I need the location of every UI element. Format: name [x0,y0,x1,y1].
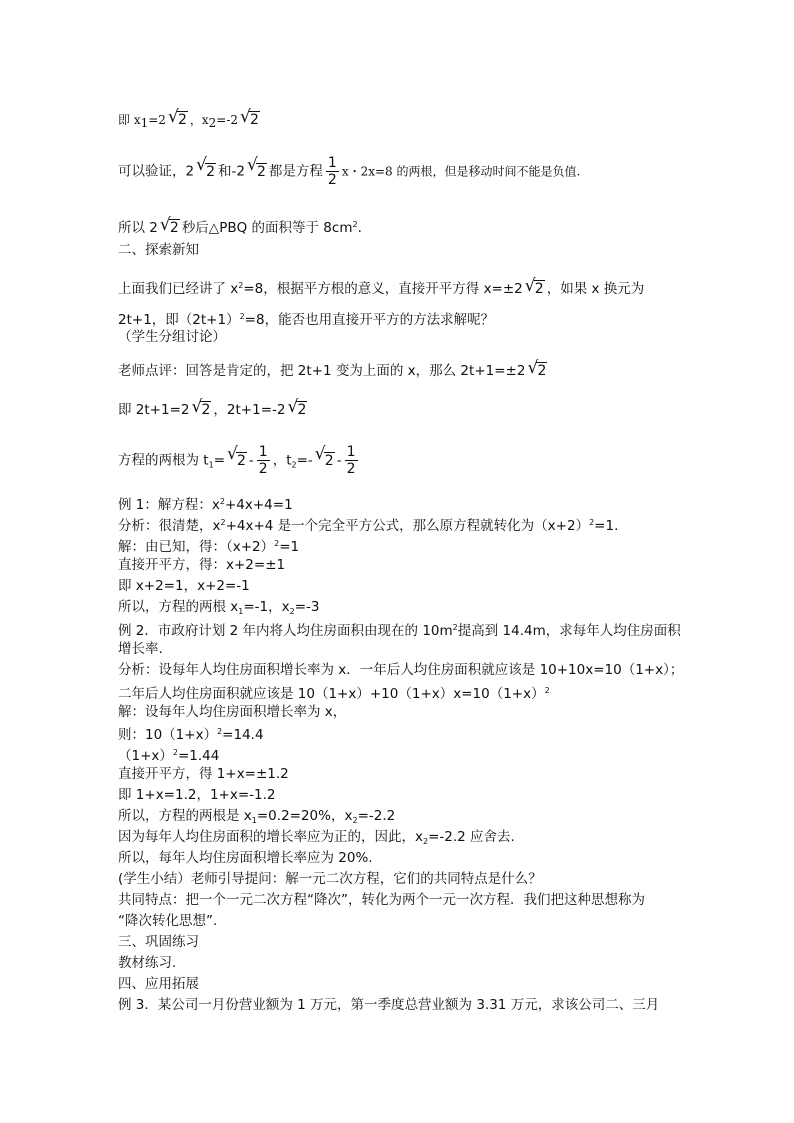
text: =8，能否也用直接开平方的方法求解呢？ [244,312,495,328]
text: - [248,452,254,469]
text: 分析：很清楚，x [118,518,221,534]
text-line: 共同特点：把一个一元二次方程“降次”，转化为两个一元一次方程．我们把这种思想称为 [118,892,645,908]
text-line [118,743,219,766]
fraction: $\frac{1}{2}$ [327,155,337,188]
text: ，2t+1=-2 [213,402,286,418]
sqrt-symbol: √ 2 [196,154,216,180]
sqrt-symbol: √ 2 [287,397,307,418]
text-line [118,215,362,238]
subscript: 2 [291,460,297,470]
text-line: (学生小结）老师引导提问：解一元二次方程，它们的共同特点是什么？ [118,871,542,887]
text-line: 即 1+x=1.2，1+x=-1.2 [118,787,276,803]
sqrt-symbol: √ 2 [527,358,547,379]
sqrt-symbol: √ 2 [227,443,246,469]
text-line: 分析：设每年人均住房面积增长率为 x．一年后人均住房面积就应该是 10+10x=10（1+x）； [118,662,684,678]
subscript: 1 [251,816,257,825]
text: 都是方程 [268,163,323,180]
text: 老师点评：回答是肯定的，把 2t+1 变为上面的 x，那么 2t+1=±2 [118,363,526,379]
text-line: 直接开平方，得：x+2=±1 [118,557,286,573]
text-line: 即 x+2=1，x+2=-1 [118,578,250,594]
text: ，t [272,452,292,469]
text-line [118,155,580,188]
sqrt-symbol: √ 2 [246,154,266,180]
text: 所以，方程的两根是 x [118,808,252,824]
superscript: 2 [544,686,550,695]
superscript: 2 [219,497,225,506]
text: 所以，方程的两根 x [118,599,239,615]
text-line [118,534,299,557]
sqrt-symbol: √ 2 [240,107,259,128]
text: =1 [279,539,300,555]
text: =-1，x [243,599,290,615]
text: 例 1：解方程：x [118,497,220,513]
text: ，如果 x 换元为 [546,281,645,297]
text: 即 x [118,113,141,127]
text: 即 2t+1=2 [118,402,190,418]
text: =-3 [294,599,320,615]
section-heading: 二、探索新知 [118,242,199,258]
text-line: “降次转化思想”. [118,913,218,929]
text: =2 [148,113,166,127]
text-line [118,618,681,641]
subscript: 2 [352,816,358,825]
text: =-2.2 应舍去. [428,829,515,845]
subscript: 2 [289,607,295,616]
text: +4x+4 是一个完全平方公式，那么原方程就转化为（x+2） [225,518,590,534]
text: 和-2 [218,163,245,180]
text-line [118,397,309,420]
text: =-2 [216,113,239,127]
superscript: 2 [172,748,178,757]
text-line [118,276,644,299]
text: +4x+4=1 [224,497,293,513]
text-line: 例 3．某公司一月份营业额为 1 万元，第一季度总营业额为 3.31 万元，求该公司二、三月 [118,997,660,1013]
text-line [118,681,550,704]
superscript: 2 [238,281,244,290]
text: - [336,452,342,469]
superscript: 2 [589,518,595,527]
subscript: 1 [208,460,214,470]
text: 解：由已知，得：（x+2） [118,539,275,555]
superscript: 2 [220,518,226,527]
sqrt-symbol: √ 2 [314,443,334,469]
text: . [357,220,362,236]
text: x・2x=8 的两根，但是移动时间不能是负值. [341,164,581,179]
text: 则：10（1+x） [118,727,218,743]
text-line: 增长率. [118,641,163,657]
subscript: 2 [423,837,429,846]
text: 2t+1，即（2t+1） [118,312,240,328]
text: 所以 2 [118,220,158,236]
text: 可以验证，2 [118,163,195,180]
text-line: 教材练习. [118,955,177,971]
text-line: 解：设每年人均住房面积增长率为 x， [118,704,347,720]
sqrt-symbol: √ 2 [167,107,187,128]
text-line [118,358,549,381]
text: =8，根据平方根的意义，直接开平方得 x=±2 [243,281,523,297]
text: =1.44 [177,748,220,764]
text: ，x [189,113,209,127]
text-line [118,107,262,133]
subscript: 2 [208,116,217,130]
text-line: （学生分组讨论） [118,329,226,345]
text: （1+x） [118,748,173,764]
text-line: 所以，每年人均住房面积增长率应为 20%. [118,850,373,866]
text: 二年后人均住房面积就应该是 10（1+x）+10（1+x）x=10（1+x） [118,686,545,702]
text-line [118,492,293,515]
text: 因为每年人均住房面积的增长率应为正的，因此，x [118,829,423,845]
text: 上面我们已经讲了 x [118,281,239,297]
text: 秒后△PBQ 的面积等于 8cm [181,220,353,236]
text: =14.4 [222,727,264,743]
text: 提高到 14.4m，求每年人均住房面积 [457,623,681,639]
sqrt-symbol: √ 2 [524,276,544,297]
text-line [118,722,264,745]
section-heading: 三、巩固练习 [118,934,199,950]
subscript: 1 [140,116,149,130]
text: 例 2．市政府计划 2 年内将人均住房面积由现在的 10m [118,623,453,639]
superscript: 2 [352,220,358,229]
superscript: 2 [239,312,245,321]
fraction: $\frac{1}{2}$ [346,444,356,477]
section-heading: 四、应用拓展 [118,976,199,992]
text: =1. [594,518,619,534]
superscript: 2 [274,539,280,548]
subscript: 1 [238,607,244,616]
text-line [118,513,618,536]
fraction: $\frac{1}{2}$ [258,444,268,477]
text-line: 直接开平方，得 1+x=±1.2 [118,766,289,782]
superscript: 2 [452,623,458,632]
text: =- [296,452,313,469]
sqrt-symbol: √ 2 [159,215,179,236]
text-line [118,444,361,480]
superscript: 2 [217,727,223,736]
text: =0.2=20%，x [256,808,353,824]
text: 方程的两根为 t [118,452,209,469]
text: = [213,452,225,469]
text: =-2.2 [357,808,396,824]
sqrt-symbol: √ 2 [191,397,211,418]
